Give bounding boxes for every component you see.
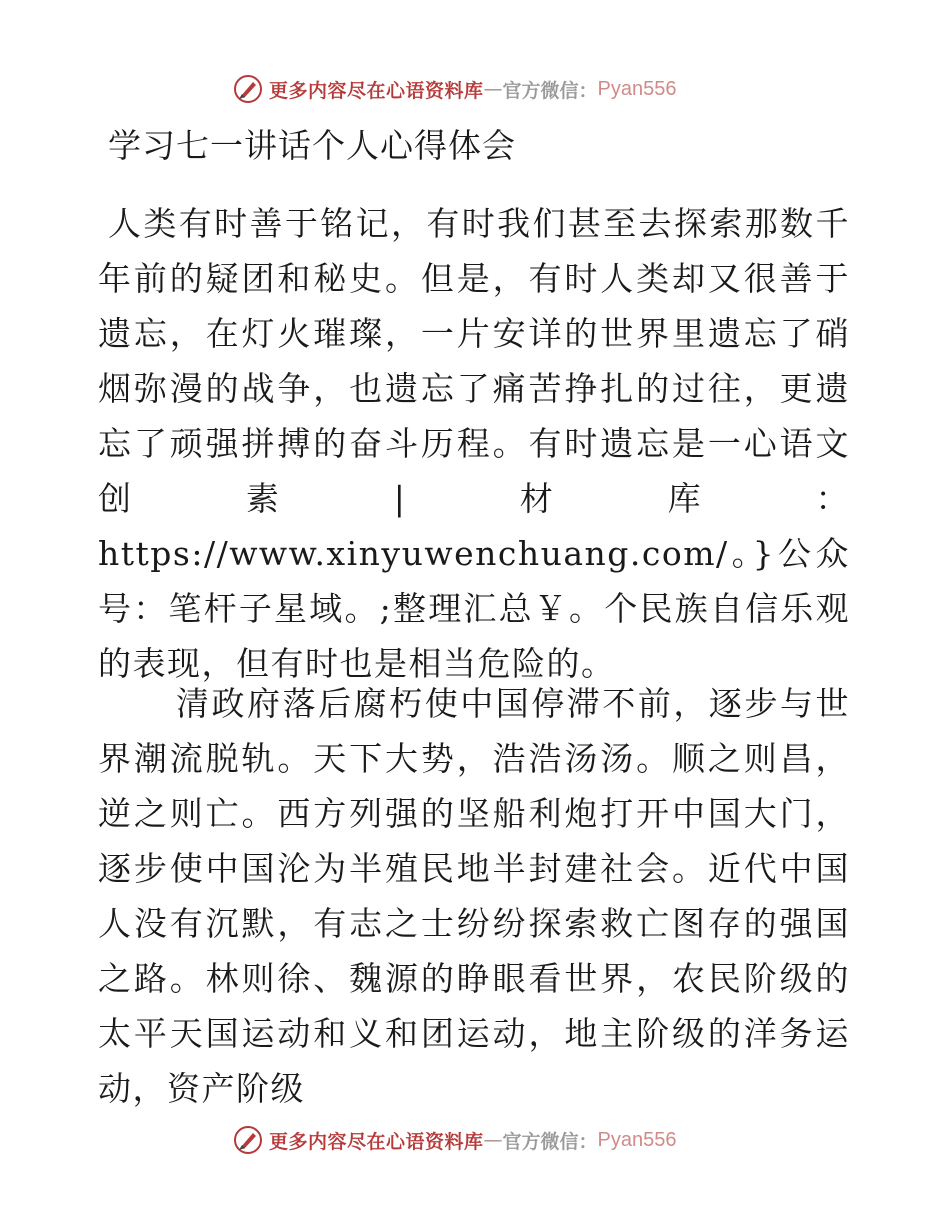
paragraph-1: 人类有时善于铭记，有时我们甚至去探索那数千年前的疑团和秘史。但是，有时人类却又很善于遗忘，在灯火璀璨，一片安详的世界里遗忘了硝烟弥漫的战争，也遗忘了痛苦挣扎的过往，更遗忘了顽强拼搏的奋斗历程。有时遗忘是一心语文创素|材库：https://www.xinyuwenchuang.com/。}公众号：笔杆子星域。;整理汇总￥。个民族自信乐观的表现，但有时也是相当危险的。 <box>98 204 850 683</box>
footer-watermark <box>233 1123 677 1157</box>
watermark-brand-text: 更多内容尽在心语资料库 <box>269 79 484 102</box>
watermark-wechat-label: 官方微信： <box>502 79 598 102</box>
watermark-brand-text: 更多内容尽在心语资料库 <box>269 1130 484 1153</box>
watermark-wechat-label: 官方微信： <box>502 1130 598 1153</box>
watermark-separator: — <box>483 78 503 100</box>
document-title: 学习七一讲话个人心得体会 <box>108 126 516 165</box>
header-watermark <box>233 72 677 106</box>
paragraph-2: 清政府落后腐朽使中国停滞不前，逐步与世界潮流脱轨。天下大势，浩浩汤汤。顺之则昌，逆之则亡。西方列强的坚船利炮打开中国大门，逐步使中国沦为半殖民地半封建社会。近代中国人没有沉默，有志之士纷纷探索救亡图存的强国之路。林则徐、魏源的睁眼看世界，农民阶级的太平天国运动和义和团运动，地主阶级的洋务运动，资产阶级 <box>98 684 850 1108</box>
pen-logo-icon <box>233 1125 263 1155</box>
pen-logo-icon <box>233 74 263 104</box>
watermark-separator: — <box>483 1129 503 1151</box>
watermark-wechat-id: Pyan556 <box>597 77 677 100</box>
watermark-wechat-id: Pyan556 <box>597 1128 677 1151</box>
